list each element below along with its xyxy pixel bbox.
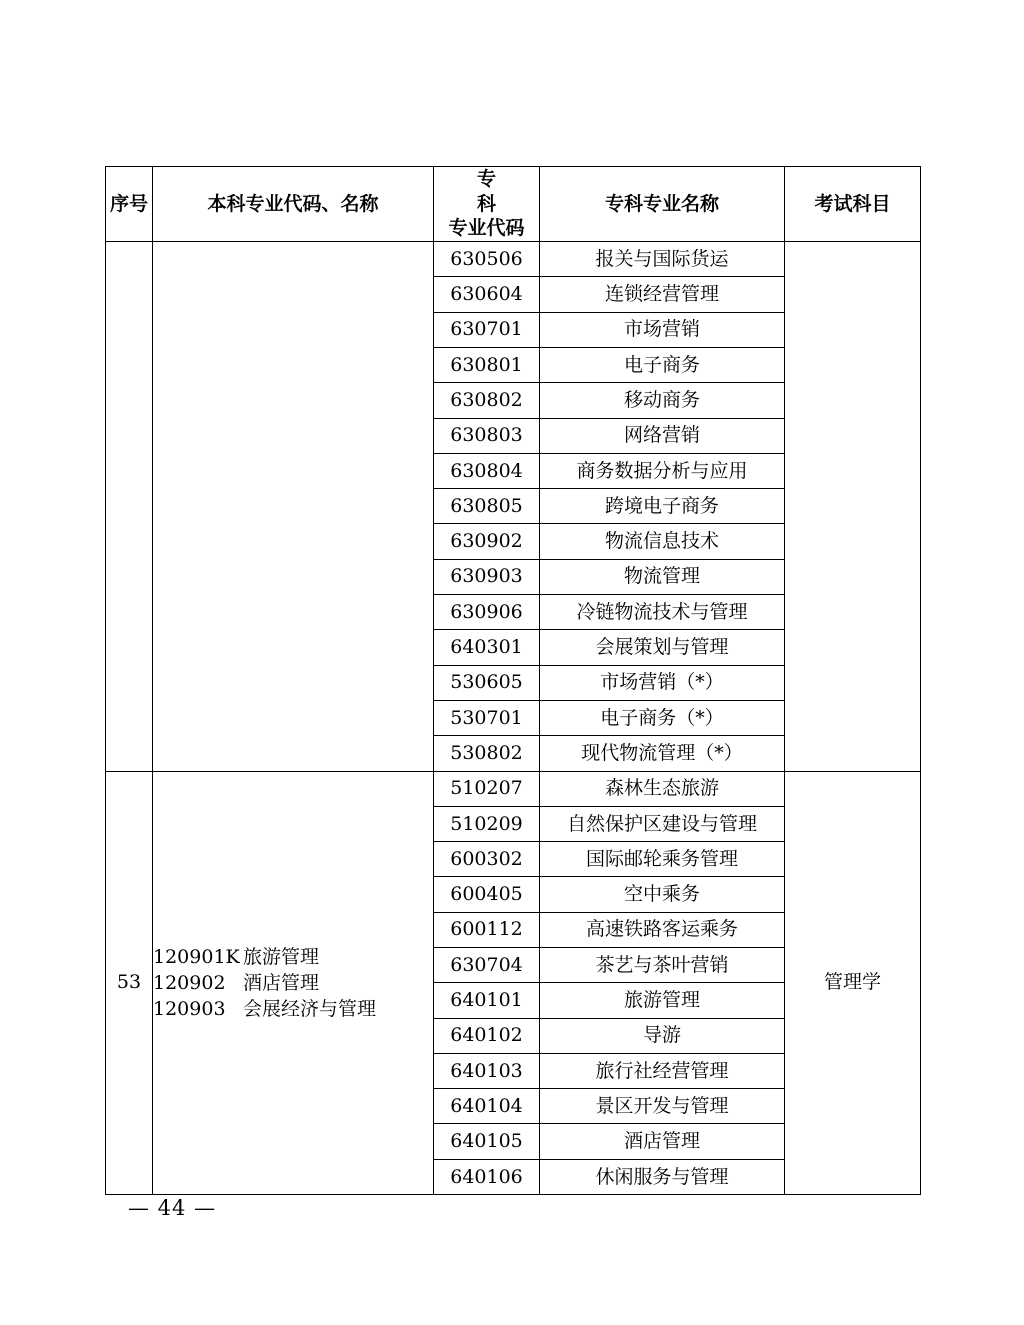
major-code-cell: 630704: [434, 948, 540, 983]
header-code-bottom: 专业代码: [448, 217, 525, 240]
major-name-cell: 空中乘务: [540, 877, 785, 912]
major-name-cell: 休闲服务与管理: [540, 1159, 785, 1194]
major-name-cell: 商务数据分析与应用: [540, 453, 785, 488]
seq-cell: 53: [106, 771, 153, 1195]
major-name-cell: 连锁经营管理: [540, 277, 785, 312]
major-code-cell: 630804: [434, 453, 540, 488]
undergrad-code: 120902: [153, 971, 226, 994]
exam-subject-cell: [785, 242, 921, 771]
table-row: [106, 771, 921, 806]
major-code-cell: 640301: [434, 630, 540, 665]
major-name-cell: 市场营销: [540, 312, 785, 347]
major-code-cell: 630802: [434, 383, 540, 418]
undergrad-code: 120903: [153, 997, 226, 1020]
page-number: — 44 —: [128, 1196, 217, 1220]
major-code-cell: 630701: [434, 312, 540, 347]
major-code-cell: 530701: [434, 700, 540, 735]
header-exam: 考试科目: [785, 167, 921, 242]
major-code-cell: 640101: [434, 983, 540, 1018]
major-code-cell: 630903: [434, 559, 540, 594]
major-code-cell: 640106: [434, 1159, 540, 1194]
header-name: 专科专业名称: [540, 167, 785, 242]
major-name-cell: 国际邮轮乘务管理: [540, 842, 785, 877]
undergrad-major: [153, 944, 433, 970]
major-name-cell: 跨境电子商务: [540, 489, 785, 524]
major-name-cell: 高速铁路客运乘务: [540, 912, 785, 947]
header-seq: 序号: [106, 167, 153, 242]
major-name-cell: 景区开发与管理: [540, 1089, 785, 1124]
major-code-cell: 640105: [434, 1124, 540, 1159]
major-code-cell: 630906: [434, 595, 540, 630]
undergrad-code: 120901K: [153, 945, 240, 968]
major-code-cell: 640102: [434, 1018, 540, 1053]
major-code-cell: 530605: [434, 665, 540, 700]
major-table: [105, 166, 921, 1195]
major-code-cell: 630604: [434, 277, 540, 312]
major-code-cell: 510207: [434, 771, 540, 806]
major-name-cell: 网络营销: [540, 418, 785, 453]
major-name-cell: 茶艺与茶叶营销: [540, 948, 785, 983]
major-name-cell: 自然保护区建设与管理: [540, 806, 785, 841]
major-name-cell: 报关与国际货运: [540, 242, 785, 277]
undergrad-cell: [153, 242, 434, 771]
major-name-cell: 旅游管理: [540, 983, 785, 1018]
undergrad-major: [153, 970, 433, 996]
major-code-cell: 640103: [434, 1053, 540, 1088]
table-header: [106, 167, 921, 242]
major-name-cell: 森林生态旅游: [540, 771, 785, 806]
major-name-cell: 物流管理: [540, 559, 785, 594]
undergrad-name: 旅游管理: [243, 945, 320, 968]
major-code-cell: 530802: [434, 736, 540, 771]
undergrad-major: [153, 996, 433, 1022]
major-code-cell: 630902: [434, 524, 540, 559]
seq-cell: [106, 242, 153, 771]
major-name-cell: 会展策划与管理: [540, 630, 785, 665]
table-row: [106, 242, 921, 277]
exam-subject-cell: 管理学: [785, 771, 921, 1195]
major-name-cell: 移动商务: [540, 383, 785, 418]
major-code-cell: 640104: [434, 1089, 540, 1124]
major-name-cell: 酒店管理: [540, 1124, 785, 1159]
header-undergrad: 本科专业代码、名称: [153, 167, 434, 242]
major-name-cell: 电子商务: [540, 347, 785, 382]
header-code-top: 专 科: [476, 168, 514, 215]
major-code-cell: 600405: [434, 877, 540, 912]
major-code-cell: 600302: [434, 842, 540, 877]
undergrad-name: 酒店管理: [243, 971, 320, 994]
major-code-cell: 630801: [434, 347, 540, 382]
major-code-cell: 630506: [434, 242, 540, 277]
major-code-cell: 630805: [434, 489, 540, 524]
major-name-cell: 市场营销（*）: [540, 665, 785, 700]
header-code: [434, 167, 540, 242]
major-name-cell: 导游: [540, 1018, 785, 1053]
major-name-cell: 旅行社经营管理: [540, 1053, 785, 1088]
major-name-cell: 现代物流管理（*）: [540, 736, 785, 771]
table-body: [106, 242, 921, 1195]
major-name-cell: 电子商务（*）: [540, 700, 785, 735]
major-code-cell: 600112: [434, 912, 540, 947]
major-code-cell: 510209: [434, 806, 540, 841]
major-name-cell: 物流信息技术: [540, 524, 785, 559]
major-name-cell: 冷链物流技术与管理: [540, 595, 785, 630]
undergrad-name: 会展经济与管理: [243, 997, 377, 1020]
undergrad-cell: [153, 771, 434, 1195]
major-code-cell: 630803: [434, 418, 540, 453]
